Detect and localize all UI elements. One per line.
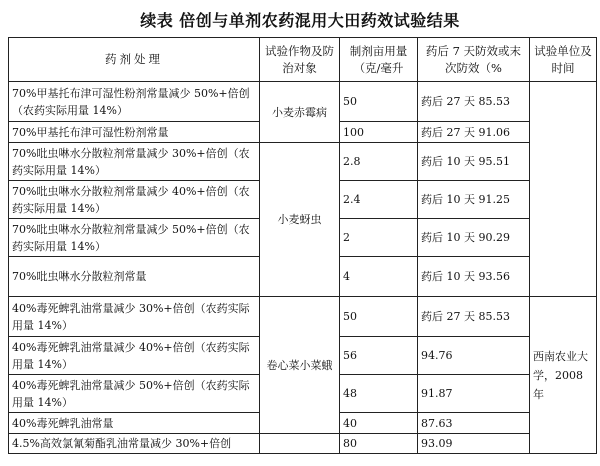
header-treatment: 药剂处理 [9,38,260,82]
efficacy-cell: 87.63 [418,413,530,434]
results-table [8,37,597,454]
crop-cell-wheat-aphid: 小麦蚜虫 [260,143,340,297]
table-title: 续表 倍创与单剂农药混用大田药效试验结果 [140,11,460,30]
efficacy-cell: 药后 27 天 85.53 [418,297,530,337]
test-unit-cell: 西南农业大学，2008年 [530,297,597,454]
efficacy-cell: 药后 10 天 91.25 [418,181,530,219]
dose-cell: 100 [340,122,418,143]
crop-cell-empty [260,434,340,454]
crop-cell-wheat-scab: 小麦赤霉病 [260,82,340,143]
dose-cell: 2 [340,219,418,257]
treatment-cell: 4.5%高效氯氰菊酯乳油常量减少 30%+倍创 [9,434,260,454]
efficacy-cell: 药后 27 天 85.53 [418,82,530,122]
table-row [9,434,597,454]
treatment-cell: 70%吡虫啉水分散粒剂常量减少 50%+倍创（农药实际用量 14%） [9,219,260,257]
dose-cell: 56 [340,337,418,375]
header-efficacy: 药后 7 天防效或末次防效（% [418,38,530,82]
dose-cell: 48 [340,375,418,413]
crop-cell-cabbage: 卷心菜小菜蛾 [260,297,340,434]
treatment-cell: 70%甲基托布津可湿性粉剂常量 [9,122,260,143]
efficacy-cell: 93.09 [418,434,530,454]
dose-cell: 40 [340,413,418,434]
efficacy-cell: 94.76 [418,337,530,375]
treatment-cell: 40%毒死蜱乳油常量减少 30%+倍创（农药实际用量 14%） [9,297,260,337]
efficacy-cell: 91.87 [418,375,530,413]
treatment-cell: 40%毒死蜱乳油常量减少 50%+倍创（农药实际用量 14%） [9,375,260,413]
unit-cell-empty [530,82,597,297]
header-unit: 试验单位及时间 [530,38,597,82]
treatment-cell: 40%毒死蜱乳油常量 [9,413,260,434]
dose-cell: 2.8 [340,143,418,181]
header-dose: 制剂亩用量（克/毫升 [340,38,418,82]
efficacy-cell: 药后 27 天 91.06 [418,122,530,143]
efficacy-cell: 药后 10 天 95.51 [418,143,530,181]
dose-cell: 80 [340,434,418,454]
treatment-cell: 70%吡虫啉水分散粒剂常量 [9,257,260,297]
treatment-cell: 70%吡虫啉水分散粒剂常量减少 40%+倍创（农药实际用量 14%） [9,181,260,219]
table-row [9,82,597,122]
dose-cell: 2.4 [340,181,418,219]
efficacy-cell: 药后 10 天 90.29 [418,219,530,257]
header-crop: 试验作物及防治对象 [260,38,340,82]
treatment-cell: 70%吡虫啉水分散粒剂常量减少 30%+倍创（农药实际用量 14%） [9,143,260,181]
dose-cell: 50 [340,297,418,337]
dose-cell: 50 [340,82,418,122]
header-row [9,38,597,82]
treatment-cell: 70%甲基托布津可湿性粉剂常量减少 50%+倍创（农药实际用量 14%） [9,82,260,122]
table-row [9,297,597,337]
treatment-cell: 40%毒死蜱乳油常量减少 40%+倍创（农药实际用量 14%） [9,337,260,375]
efficacy-cell: 药后 10 天 93.56 [418,257,530,297]
dose-cell: 4 [340,257,418,297]
table-row [9,143,597,181]
